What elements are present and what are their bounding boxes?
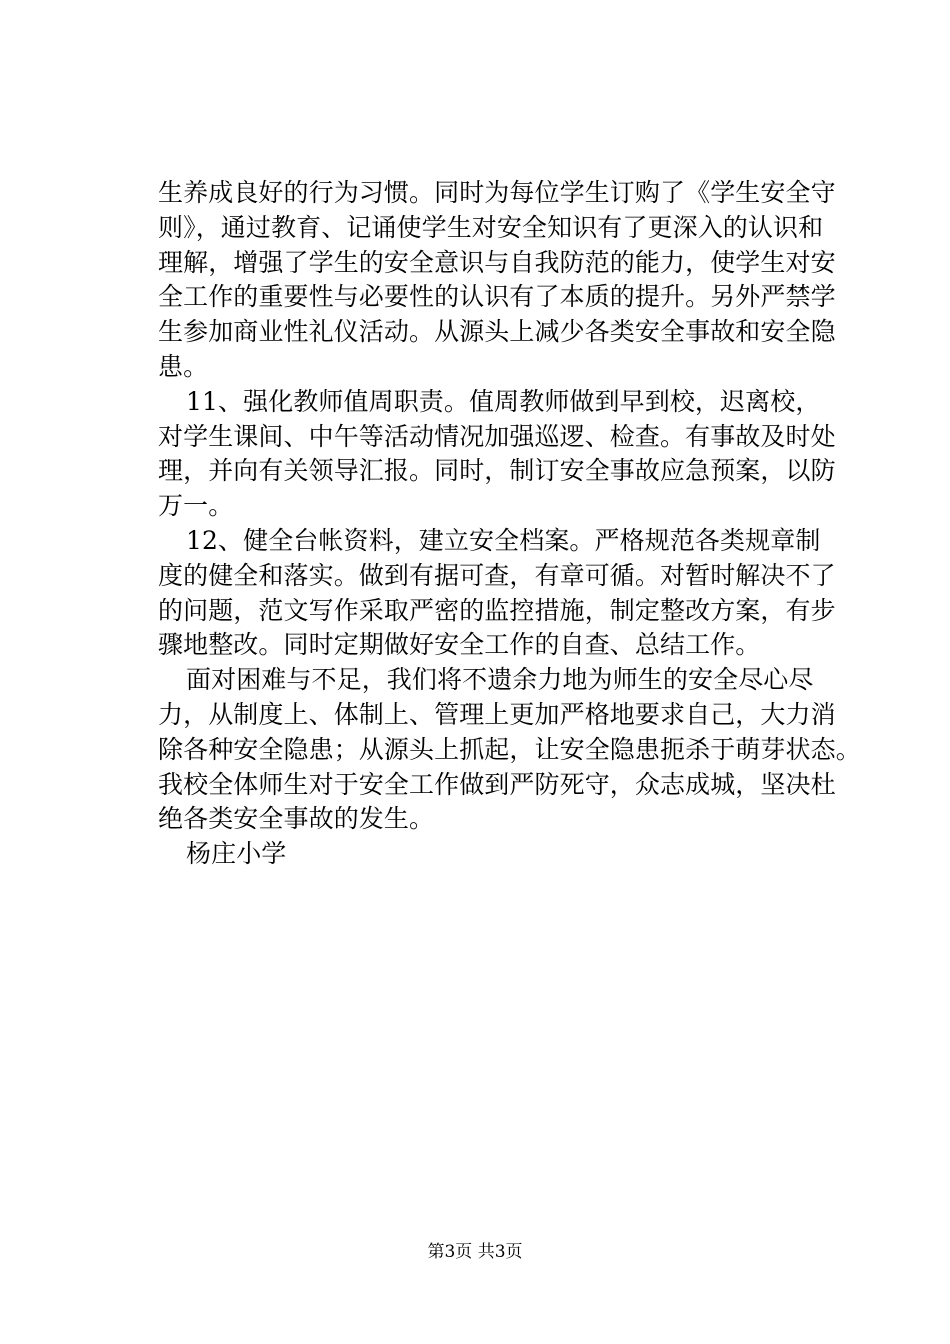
text-line-5: 生参加商业性礼仪活动。从源头上减少各类安全事故和安全隐 [158,317,836,347]
text-line-2: 则》，通过教育、记诵使学生对安全知识有了更深入的认识和 [158,212,824,242]
text-line-3: 理解，增强了学生的安全意识与自我防范的能力，使学生对安 [158,247,836,277]
text-line-19: 绝各类安全事故的发生。 [158,804,435,834]
text-line-9: 理，并向有关领导汇报。同时，制订安全事故应急预案，以防 [158,456,836,486]
text-line-1: 生养成良好的行为习惯。同时为每位学生订购了《学生安全守 [158,178,836,207]
text-line-17: 除各种安全隐患；从源头上抓起，让安全隐患扼杀于萌芽状态。 [158,734,861,764]
text-line-15: 面对困难与不足，我们将不遗余力地为师生的安全尽心尽 [186,665,814,695]
signature-school-name: 杨庄小学 [186,839,287,869]
text-line-14: 骤地整改。同时定期做好安全工作的自查、总结工作。 [158,630,761,660]
text-line-13: 的问题，范文写作采取严密的监控措施，制定整改方案，有步 [158,595,836,625]
text-line-8: 对学生课间、中午等活动情况加强巡逻、检查。有事故及时处 [158,421,836,451]
text-line-6: 患。 [158,351,209,381]
text-line-18: 我校全体师生对于安全工作做到严防死守，众志成城，坚决杜 [158,769,836,799]
document-body [158,176,861,872]
page-number-footer: 第3页 共3页 [427,1242,523,1262]
text-line-4: 全工作的重要性与必要性的认识有了本质的提升。另外严禁学 [158,282,836,312]
text-line-11: 12、健全台帐资料，建立安全档案。严格规范各类规章制 [186,525,821,555]
text-line-16: 力，从制度上、体制上、管理上更加严格地要求自己，大力消 [158,699,836,729]
text-line-7: 11、强化教师值周职责。值周教师做到早到校，迟离校， [186,386,821,416]
text-line-10: 万一。 [158,491,234,521]
text-line-12: 度的健全和落实。做到有据可查，有章可循。对暂时解决不了 [158,560,836,590]
